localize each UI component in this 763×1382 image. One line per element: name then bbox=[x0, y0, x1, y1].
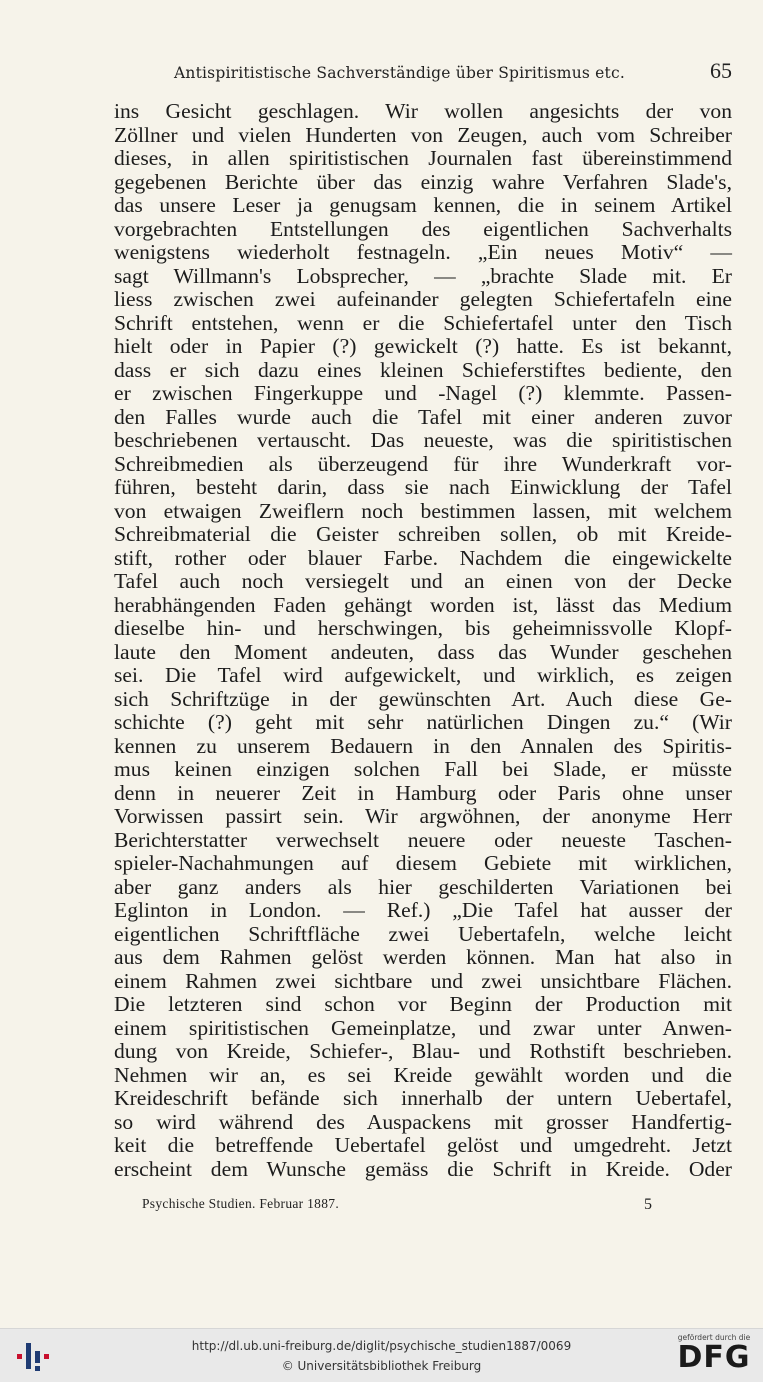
text-line: dieses, in allen spiritistischen Journalen fast übereinstimmend bbox=[114, 146, 732, 170]
running-header bbox=[112, 58, 732, 84]
page-number: 65 bbox=[710, 58, 732, 83]
text-line: sagt Willmann's Lobsprecher, — „brachte Slade mit. Er bbox=[114, 263, 732, 288]
text-line: hielt oder in Papier (?) gewickelt (?) hatte. Es ist bekannt, bbox=[114, 334, 732, 358]
text-line: Eglinton in London. — Ref.) „Die Tafel hat ausser der bbox=[114, 898, 732, 922]
text-line: spieler-Nachahmungen auf diesem Gebiete mit wirklichen, bbox=[114, 851, 732, 875]
text-line: vorgebrachten Entstellungen des eigentlichen Sachverhalts bbox=[114, 216, 732, 241]
document-url-link[interactable]: http://dl.ub.uni-freiburg.de/diglit/psychische_studien1887/0069 bbox=[191, 1339, 572, 1353]
text-line: denn in neuerer Zeit in Hamburg oder Paris ohne unser bbox=[114, 780, 732, 805]
text-line: Schreibmedien als überzeugend für ihre Wunderkraft vor- bbox=[114, 451, 732, 476]
text-line: eigentlichen Schriftfläche zwei Uebertafeln, welche leicht bbox=[114, 921, 732, 946]
text-line: dieselbe hin- und herschwingen, bis geheimnissvolle Klopf- bbox=[114, 616, 732, 640]
text-line: sei. Die Tafel wird aufgewickelt, und wirklich, es zeigen bbox=[114, 663, 732, 687]
text-line: einem spiritistischen Gemeinplatze, und zwar unter Anwen- bbox=[114, 1015, 732, 1040]
sponsor-note: gefördert durch die bbox=[677, 1333, 751, 1342]
text-line: laute den Moment andeuten, dass das Wunder geschehen bbox=[114, 639, 732, 664]
dfg-logo-text: DFG bbox=[677, 1340, 751, 1375]
text-line: wenigstens wiederholt festnageln. „Ein neues Motiv“ — bbox=[114, 240, 732, 264]
text-line: aus dem Rahmen gelöst werden können. Man hat also in bbox=[114, 945, 732, 969]
text-line: Zöllner und vielen Hunderten von Zeugen, auch vom Schreiber bbox=[114, 122, 732, 147]
text-line: Schrift entstehen, wenn er die Schiefertafel unter den Tisch bbox=[114, 310, 732, 335]
text-line: Tafel auch noch versiegelt und an einen von der Decke bbox=[114, 569, 732, 593]
text-line: keit die betreffende Uebertafel gelöst und umgedreht. Jetzt bbox=[114, 1133, 732, 1157]
text-line: Kreideschrift befände sich innerhalb der untern Uebertafel, bbox=[114, 1086, 732, 1110]
viewer-footer-bar bbox=[0, 1328, 763, 1382]
text-line: liess zwischen zwei aufeinander gelegten Schiefertafeln eine bbox=[114, 287, 732, 311]
text-line: Nehmen wir an, es sei Kreide gewählt worden und die bbox=[114, 1062, 732, 1087]
text-line: herabhängenden Faden gehängt worden ist, lässt das Medium bbox=[114, 592, 732, 617]
text-line: gegebenen Berichte über das einzig wahre Verfahren Slade's, bbox=[114, 169, 732, 194]
text-line: den Falles wurde auch die Tafel mit einer anderen zuvor bbox=[114, 404, 732, 429]
text-line: von etwaigen Zweiflern noch bestimmen lassen, mit welchem bbox=[114, 498, 732, 523]
copyright-notice: © Universitätsbibliothek Freiburg bbox=[281, 1359, 482, 1373]
text-line: er zwischen Fingerkuppe und -Nagel (?) klemmte. Passen- bbox=[114, 381, 732, 405]
text-line: sich Schriftzüge in der gewünschten Art. Auch diese Ge- bbox=[114, 686, 732, 711]
text-line: dass er sich dazu eines kleinen Schieferstiftes bediente, den bbox=[114, 357, 732, 382]
sheet-signature: 5 bbox=[644, 1196, 652, 1213]
text-line: erscheint dem Wunsche gemäss die Schrift in Kreide. Oder bbox=[114, 1156, 732, 1181]
text-line: das unsere Leser ja genugsam kennen, die in seinem Artikel bbox=[114, 193, 732, 217]
running-title: Antispiritistische Sachverständige über Spiritismus etc. bbox=[174, 64, 625, 82]
text-line: Vorwissen passirt sein. Wir argwöhnen, der anonyme Herr bbox=[114, 804, 732, 828]
page-footer bbox=[142, 1196, 652, 1214]
text-line: dung von Kreide, Schiefer-, Blau- und Rothstift beschrieben. bbox=[114, 1039, 732, 1063]
text-line: stift, rother oder blauer Farbe. Nachdem die eingewickelte bbox=[114, 545, 732, 570]
text-line: Berichterstatter verwechselt neuere oder neueste Taschen- bbox=[114, 827, 732, 852]
text-line: schichte (?) geht mit sehr natürlichen Dingen zu.“ (Wir bbox=[114, 710, 732, 734]
dfg-logo-icon bbox=[673, 1333, 755, 1379]
text-line: mus keinen einzigen solchen Fall bei Slade, er müsste bbox=[114, 757, 732, 781]
text-line: so wird während des Auspackens mit grosser Handfertig- bbox=[114, 1109, 732, 1134]
text-line: führen, besteht darin, dass sie nach Einwicklung der Tafel bbox=[114, 475, 732, 499]
text-line: Schreibmaterial die Geister schreiben sollen, ob mit Kreide- bbox=[114, 522, 732, 546]
journal-signature: Psychische Studien. Februar 1887. bbox=[142, 1196, 340, 1211]
text-line: aber ganz anders als hier geschilderten Variationen bei bbox=[114, 874, 732, 899]
text-line: ins Gesicht geschlagen. Wir wollen angesichts der von bbox=[114, 99, 732, 123]
text-line: beschriebenen vertauscht. Das neueste, was die spiritistischen bbox=[114, 428, 732, 452]
text-line: kennen zu unserem Bedauern in den Annalen des Spiritis- bbox=[114, 733, 732, 758]
text-line: Die letzteren sind schon vor Beginn der Production mit bbox=[114, 992, 732, 1016]
body-text bbox=[114, 100, 732, 1181]
text-line: einem Rahmen zwei sichtbare und zwei unsichtbare Flächen. bbox=[114, 968, 732, 993]
